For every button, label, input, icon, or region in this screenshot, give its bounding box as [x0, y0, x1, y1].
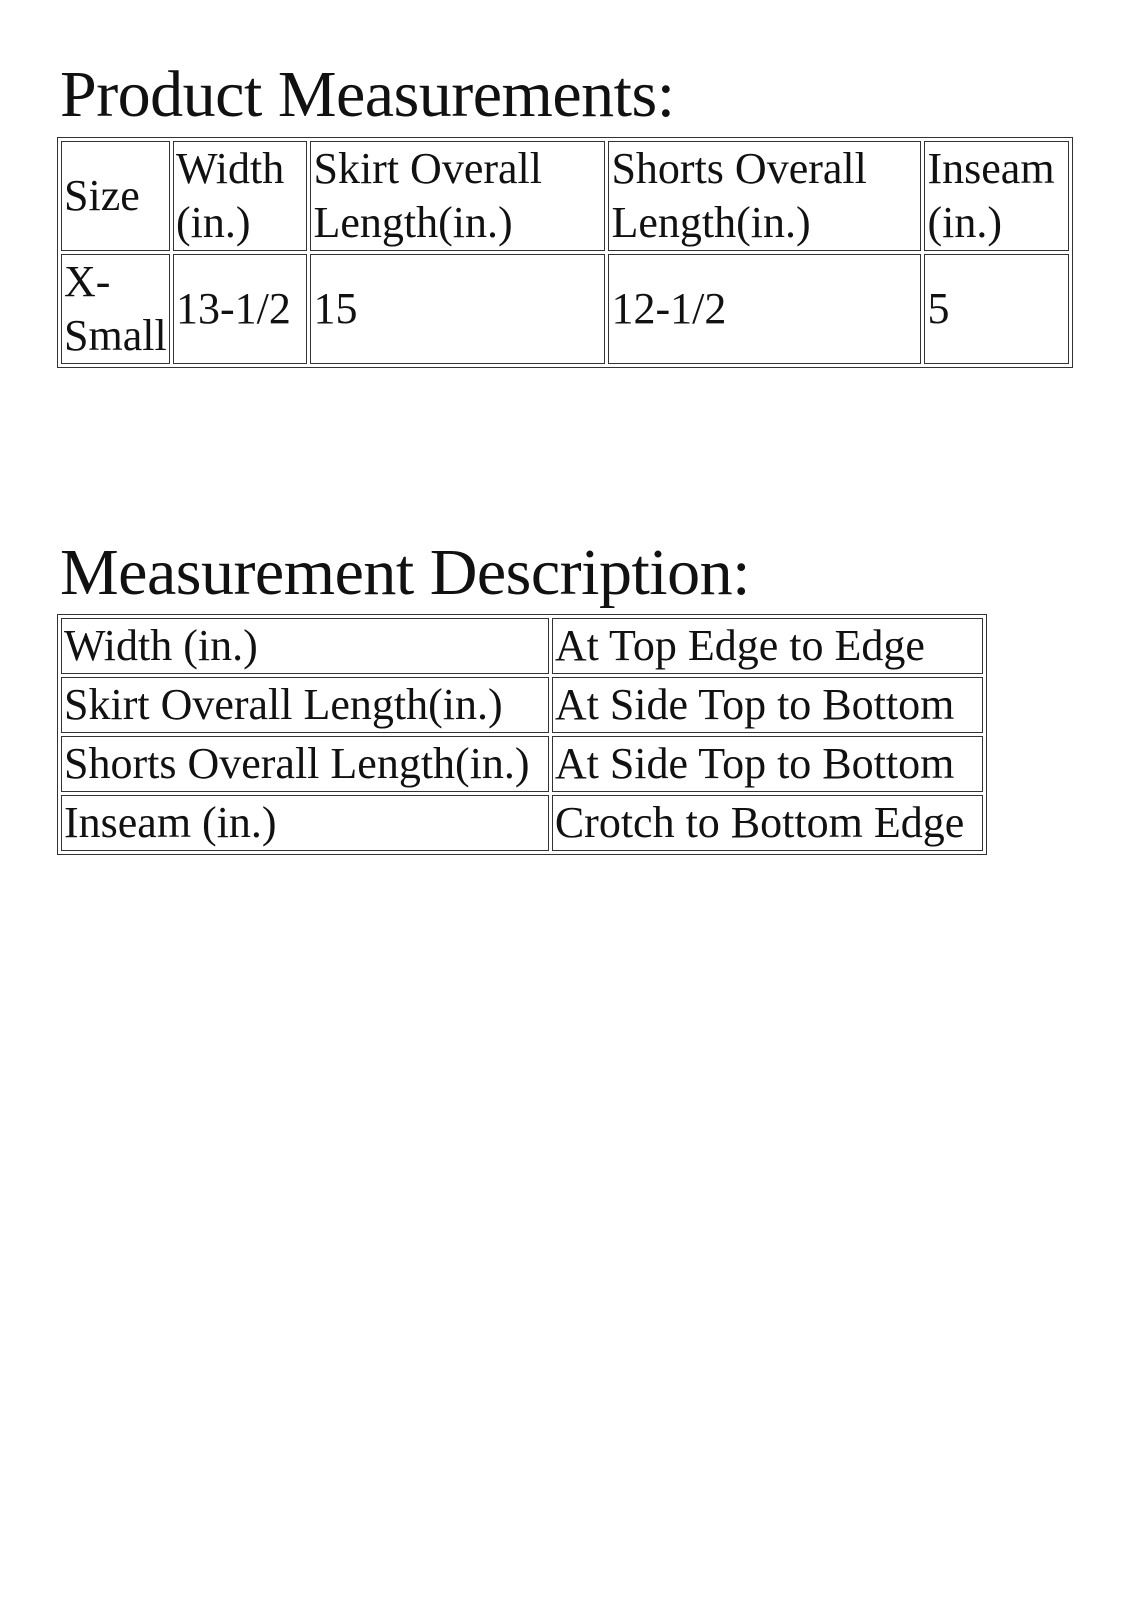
- header-inseam: Inseam (in.): [924, 141, 1069, 251]
- table-row: [61, 736, 983, 792]
- table-row: [61, 795, 983, 851]
- product-measurements-title: Product Measurements:: [60, 58, 675, 131]
- cell-skirt-overall-length: 15: [310, 254, 605, 364]
- cell-shorts-overall-length: 12-1/2: [608, 254, 921, 364]
- table-row: [61, 618, 983, 674]
- header-skirt-overall-length: Skirt Overall Length(in.): [310, 141, 605, 251]
- product-measurements-table: [57, 137, 1073, 368]
- measurement-description-title: Measurement Description:: [60, 536, 750, 609]
- description-label: Width (in.): [61, 618, 549, 674]
- cell-inseam: 5: [924, 254, 1069, 364]
- description-label: Inseam (in.): [61, 795, 549, 851]
- cell-width: 13-1/2: [173, 254, 307, 364]
- measurement-description-table: [57, 614, 987, 855]
- description-text: Crotch to Bottom Edge: [552, 795, 983, 851]
- description-text: At Side Top to Bottom: [552, 677, 983, 733]
- description-label: Skirt Overall Length(in.): [61, 677, 549, 733]
- description-label: Shorts Overall Length(in.): [61, 736, 549, 792]
- cell-size: X-Small: [61, 254, 170, 364]
- header-width: Width (in.): [173, 141, 307, 251]
- table-row: [61, 254, 1069, 364]
- header-size: Size: [61, 141, 170, 251]
- table-row: [61, 677, 983, 733]
- description-text: At Top Edge to Edge: [552, 618, 983, 674]
- table-header-row: [61, 141, 1069, 251]
- header-shorts-overall-length: Shorts Overall Length(in.): [608, 141, 921, 251]
- description-text: At Side Top to Bottom: [552, 736, 983, 792]
